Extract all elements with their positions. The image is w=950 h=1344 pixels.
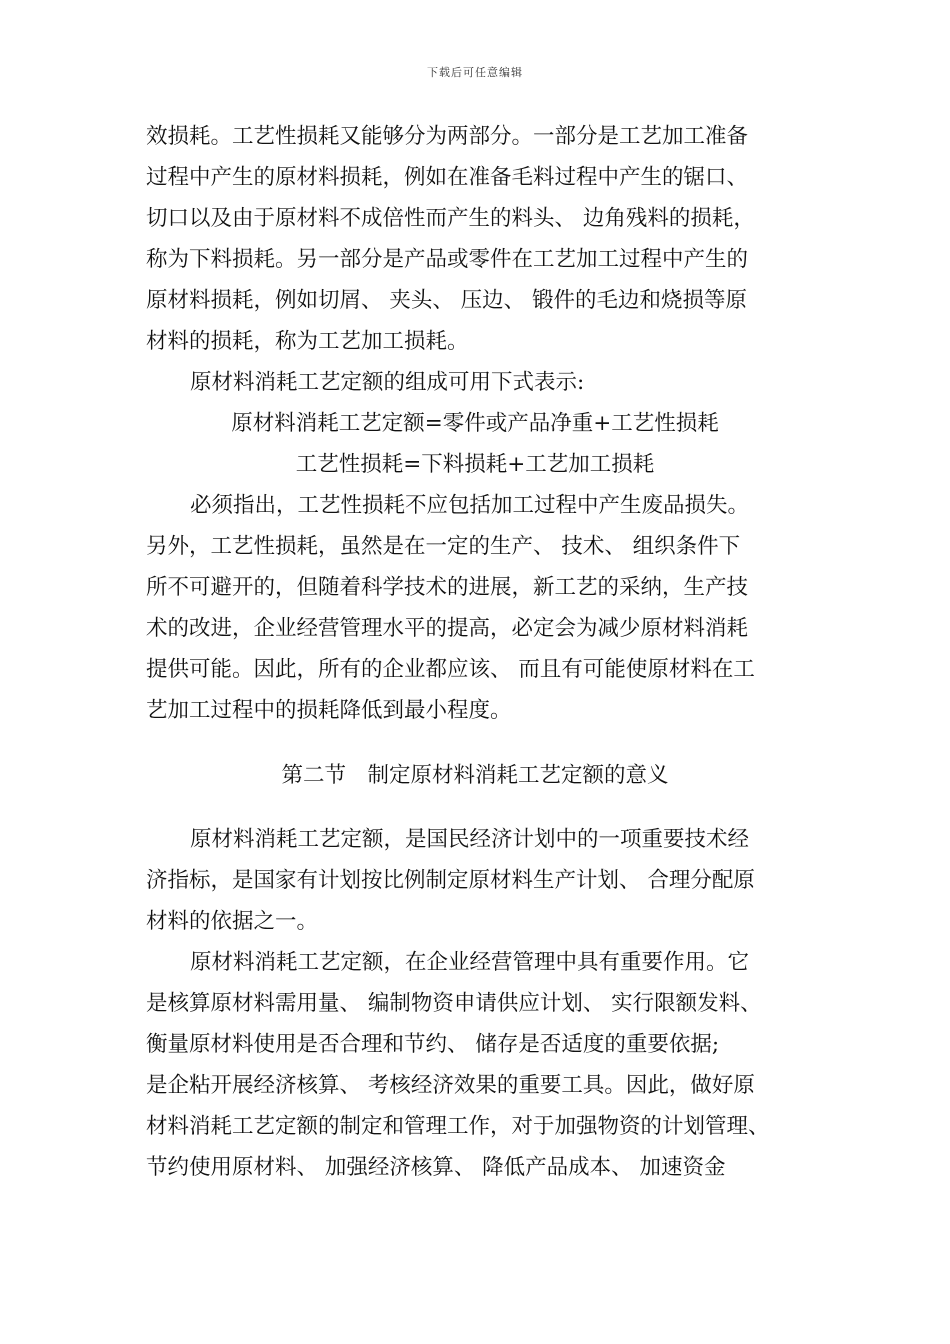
formula-line: 工艺性损耗=下料损耗+工艺加工损耗 [295, 452, 655, 477]
formula-line: 原材料消耗工艺定额=零件或产品净重+工艺性损耗 [231, 411, 719, 436]
paragraph-line: 衡量原材料使用是否合理和节约、 储存是否适度的重要依据; [146, 1032, 720, 1057]
paragraph-line: 原材料损耗，例如切屑、 夹头、 压边、 锻件的毛边和烧损等原 [146, 288, 748, 313]
section-title: 第二节 制定原材料消耗工艺定额的意义 [281, 763, 669, 788]
paragraph-line: 切口以及由于原材料不成倍性而产生的料头、 边角残料的损耗， [146, 206, 755, 231]
paragraph-line: 所不可避开的，但随着科学技术的进展，新工艺的采纳，生产技 [146, 575, 749, 600]
paragraph-line: 是核算原材料需用量、 编制物资申请供应计划、 实行限额发料、 [146, 991, 762, 1016]
paragraph-line: 艺加工过程中的损耗降低到最小程度。 [146, 698, 512, 723]
paragraph-line: 材料消耗工艺定额的制定和管理工作，对于加强物资的计划管理、 [146, 1114, 770, 1139]
paragraph-line: 提供可能。因此，所有的企业都应该、 而且有可能使原材料在工 [146, 657, 755, 682]
paragraph-line: 节约使用原材料、 加强经济核算、 降低产品成本、 加速资金 [146, 1155, 726, 1180]
paragraph-line: 原材料消耗工艺定额，在企业经营管理中具有重要作用。它 [190, 950, 750, 975]
paragraph-line: 过程中产生的原材料损耗，例如在准备毛料过程中产生的锯口、 [146, 165, 749, 190]
paragraph-line: 原材料消耗工艺定额的组成可用下式表示: [190, 370, 585, 395]
paragraph-line: 济指标，是国家有计划按比例制定原材料生产计划、 合理分配原 [146, 868, 755, 893]
paragraph-line: 术的改进，企业经营管理水平的提高，必定会为减少原材料消耗 [146, 616, 749, 641]
paragraph-line: 效损耗。工艺性损耗又能够分为两部分。一部分是工艺加工准备 [146, 124, 749, 149]
paragraph-line: 材料的损耗，称为工艺加工损耗。 [146, 329, 469, 354]
paragraph-line: 另外，工艺性损耗，虽然是在一定的生产、 技术、 组织条件下 [146, 534, 741, 559]
paragraph-line: 材料的依据之一。 [146, 909, 319, 934]
page-header: 下载后可任意编辑 [427, 66, 523, 79]
paragraph-line: 原材料消耗工艺定额，是国民经济计划中的一项重要技术经 [190, 827, 750, 852]
paragraph-line: 必须指出，工艺性损耗不应包括加工过程中产生废品损失。 [190, 493, 750, 518]
paragraph-line: 是企粘开展经济核算、 考核经济效果的重要工具。因此，做好原 [146, 1073, 755, 1098]
paragraph-line: 称为下料损耗。另一部分是产品或零件在工艺加工过程中产生的 [146, 247, 749, 272]
